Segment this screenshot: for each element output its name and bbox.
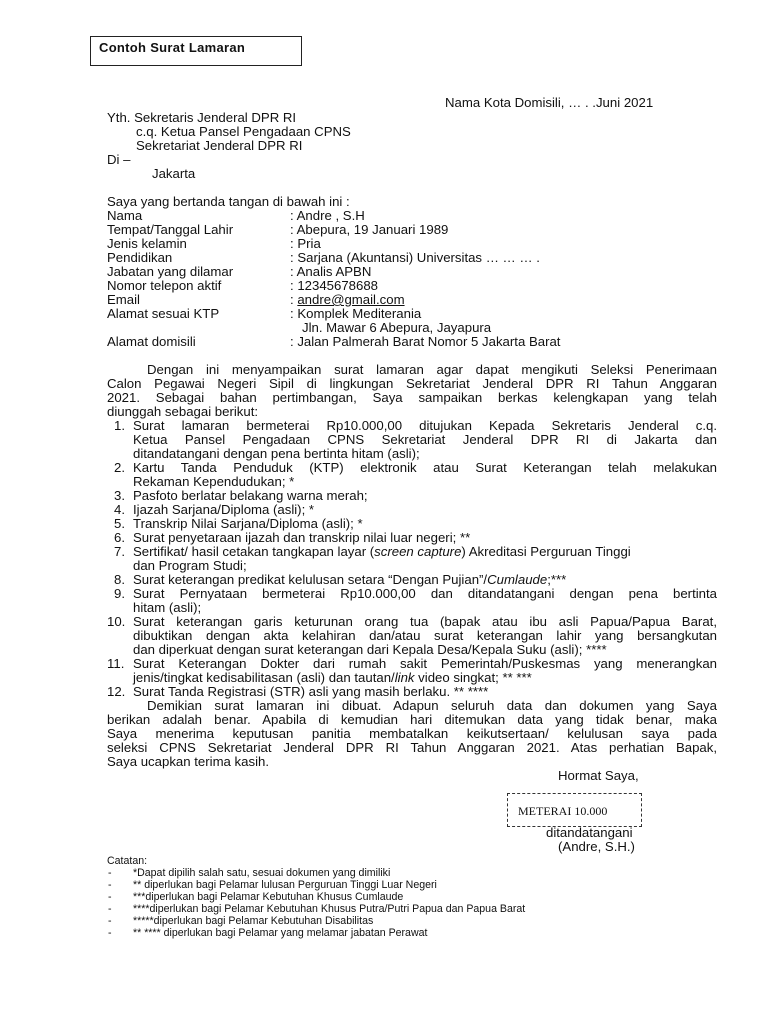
closing-text: Hormat Saya, — [558, 768, 639, 783]
note-item: ** **** diperlukan bagi Pelamar yang melamar jabatan Perawat — [133, 927, 428, 939]
list-item-7-line-2: dan Program Studi; — [133, 558, 247, 573]
field-label-education: Pendidikan — [107, 250, 173, 265]
field-value-domicile: : Jalan Palmerah Barat Nomor 5 Jakarta Barat — [290, 334, 561, 349]
para1-line-4: diunggah sebagai berikut: — [107, 405, 259, 419]
field-value-education: : Sarjana (Akuntansi) Universitas … … … . — [290, 250, 540, 265]
list-item-5: Transkrip Nilai Sarjana/Diploma (asli); * — [133, 516, 363, 531]
list-item-11-line-2 — [133, 671, 532, 685]
list-item-8 — [133, 573, 566, 587]
field-label-phone: Nomor telepon aktif — [107, 278, 222, 293]
list-number-4: 4. — [114, 502, 125, 517]
recipient-city: Jakarta — [152, 166, 196, 181]
list-item-9-line-2: hitam (asli); — [133, 601, 202, 615]
field-value-gender: : Pria — [290, 236, 321, 251]
list-number-1: 1. — [114, 418, 125, 433]
list-number-12: 12. — [107, 684, 126, 699]
para2-line-4: seleksi CPNS Sekretariat Jenderal DPR RI Tahun Anggaran 2021. Atas perhatian Bapak, — [107, 741, 717, 755]
recipient-line-2: c.q. Ketua Pansel Pengadaan CPNS — [136, 124, 351, 139]
list-item-3: Pasfoto berlatar belakang warna merah; — [133, 488, 368, 503]
list-number-8: 8. — [114, 572, 125, 587]
field-label-nama: Nama — [107, 208, 143, 223]
note-dash: - — [108, 915, 112, 927]
list-item-1-line-2: Ketua Pansel Pengadaan CPNS Sekretariat Jenderal DPR RI di Jakarta dan — [133, 433, 717, 447]
date-line: Nama Kota Domisili, … . .Juni 2021 — [445, 95, 654, 110]
document-title: Contoh Surat Lamaran — [99, 40, 246, 55]
para2-line-3: Saya menerima keputusan panitia membatalkan keikutsertaan/ kelulusan saya pada — [107, 727, 717, 741]
signed-text: ditandatangani — [546, 825, 633, 840]
list-item-8-italic: Cumlaude — [487, 572, 548, 587]
field-label-domicile: Alamat domisili — [107, 334, 196, 349]
note-item: ** diperlukan bagi Pelamar lulusan Perguruan Tinggi Luar Negeri — [133, 879, 437, 891]
list-item-12: Surat Tanda Registrasi (STR) asli yang masih berlaku. ** **** — [133, 684, 489, 699]
signer-name: (Andre, S.H.) — [558, 839, 635, 854]
field-value-nama: : Andre , S.H — [290, 208, 365, 223]
para1-line-3: 2021. Sebagai bahan pertimbangan, Saya sampaikan berkas kelengkapan yang telah — [107, 391, 717, 405]
field-value-ktp-address-2: Jln. Mawar 6 Abepura, Jayapura — [302, 320, 492, 335]
para1-line-2: Calon Pegawai Negeri Sipil di lingkungan Sekretariat Jenderal DPR RI Tahun Anggaran — [107, 377, 717, 391]
list-item-8-pre: Surat keterangan predikat kelulusan setara “Dengan Pujian”/ — [133, 572, 488, 587]
stamp-label: METERAI 10.000 — [518, 804, 608, 818]
field-label-ttl: Tempat/Tanggal Lahir — [107, 222, 234, 237]
list-item-2-line-2: Rekaman Kependudukan; * — [133, 475, 295, 489]
list-number-5: 5. — [114, 516, 125, 531]
note-item: *Dapat dipilih salah satu, sesuai dokumen yang dimiliki — [133, 867, 391, 879]
list-number-11: 11. — [107, 656, 125, 671]
list-item-1-line-3: ditandatangani dengan pena bertinta hitam (asli); — [133, 447, 420, 461]
list-number-9: 9. — [114, 586, 125, 601]
email-colon: : — [290, 292, 294, 307]
list-item-10-line-2: dibuktikan dengan akta kelahiran dan/atau surat keterangan lahir yang bersangkutan — [133, 629, 717, 643]
recipient-line-1: Yth. Sekretaris Jenderal DPR RI — [107, 110, 297, 125]
para2-line-1: Demikian surat lamaran ini dibuat. Adapun seluruh data dan dokumen yang Saya — [147, 699, 717, 713]
list-item-7-italic: screen capture — [374, 544, 462, 559]
list-item-10-line-1: Surat keterangan garis keturunan orang tua (bapak atau ibu asli Papua/Papua Barat, — [133, 615, 717, 629]
list-number-7: 7. — [114, 544, 125, 559]
list-item-7-pre: Sertifikat/ hasil cetakan tangkapan layar ( — [133, 544, 375, 559]
para2-line-2: berikan adalah benar. Apabila di kemudian hari ditemukan data yang tidak benar, maka — [107, 713, 717, 727]
list-item-7-line-1 — [133, 545, 631, 559]
list-item-4: Ijazah Sarjana/Diploma (asli); * — [133, 502, 315, 517]
field-value-ktp-address: : Komplek Mediterania — [290, 306, 422, 321]
para2-line-5: Saya ucapkan terima kasih. — [107, 755, 269, 769]
list-item-11-line-1: Surat Keterangan Dokter dari rumah sakit Pemerintah/Puskesmas yang menerangkan — [133, 657, 717, 671]
email-link[interactable]: andre@gmail.com — [297, 292, 405, 307]
list-item-11-pre: jenis/tingkat kedisabilitasan (asli) dan tautan/ — [133, 670, 395, 685]
list-item-9-line-1: Surat Pernyataan bermeterai Rp10.000,00 dan ditandatangani dengan pena bertinta — [133, 587, 717, 601]
notes-title: Catatan: — [107, 855, 148, 867]
stamp-box — [507, 793, 642, 827]
list-item-11-italic: link — [394, 670, 415, 685]
field-label-ktp-address: Alamat sesuai KTP — [107, 306, 220, 321]
list-item-8-post: ;*** — [547, 572, 567, 587]
para1-line-1: Dengan ini menyampaikan surat lamaran agar dapat mengikuti Seleksi Penerimaan — [147, 363, 717, 377]
list-item-1-line-1: Surat lamaran bermeterai Rp10.000,00 ditujukan Kepada Sekretaris Jenderal c.q. — [133, 419, 717, 433]
field-label-email: Email — [107, 292, 140, 307]
field-label-gender: Jenis kelamin — [107, 236, 187, 251]
list-number-3: 3. — [114, 488, 125, 503]
list-number-10: 10. — [107, 614, 126, 629]
field-value-ttl: : Abepura, 19 Januari 1989 — [290, 222, 449, 237]
list-item-7-post: ) Akreditasi Perguruan Tinggi — [461, 544, 631, 559]
note-dash: - — [108, 891, 112, 903]
note-item: *****diperlukan bagi Pelamar Kebutuhan Disabilitas — [133, 915, 374, 927]
list-number-2: 2. — [114, 460, 125, 475]
note-dash: - — [108, 903, 112, 915]
note-dash: - — [108, 927, 112, 939]
list-item-11-post: video singkat; ** *** — [414, 670, 532, 685]
field-value-phone: : 12345678688 — [290, 278, 379, 293]
document-title-box — [90, 36, 302, 66]
field-value-email — [290, 293, 405, 307]
note-item: ***diperlukan bagi Pelamar Kebutuhan Khusus Cumlaude — [133, 891, 404, 903]
note-item: ****diperlukan bagi Pelamar Kebutuhan Khusus Putra/Putri Papua dan Papua Barat — [133, 903, 526, 915]
recipient-di: Di – — [107, 152, 131, 167]
field-value-position: : Analis APBN — [290, 264, 372, 279]
recipient-line-3: Sekretariat Jenderal DPR RI — [136, 138, 303, 153]
intro-text: Saya yang bertanda tangan di bawah ini : — [107, 194, 350, 209]
list-item-10-line-3: dan diperkuat dengan surat keterangan dari Kepala Desa/Kepala Suku (asli); **** — [133, 643, 607, 657]
note-dash: - — [108, 867, 112, 879]
note-dash: - — [108, 879, 112, 891]
field-label-position: Jabatan yang dilamar — [107, 264, 234, 279]
list-item-2-line-1: Kartu Tanda Penduduk (KTP) elektronik atau Surat Keterangan telah melakukan — [133, 461, 717, 475]
list-item-6: Surat penyetaraan ijazah dan transkrip nilai luar negeri; ** — [133, 530, 471, 545]
list-number-6: 6. — [114, 530, 125, 545]
